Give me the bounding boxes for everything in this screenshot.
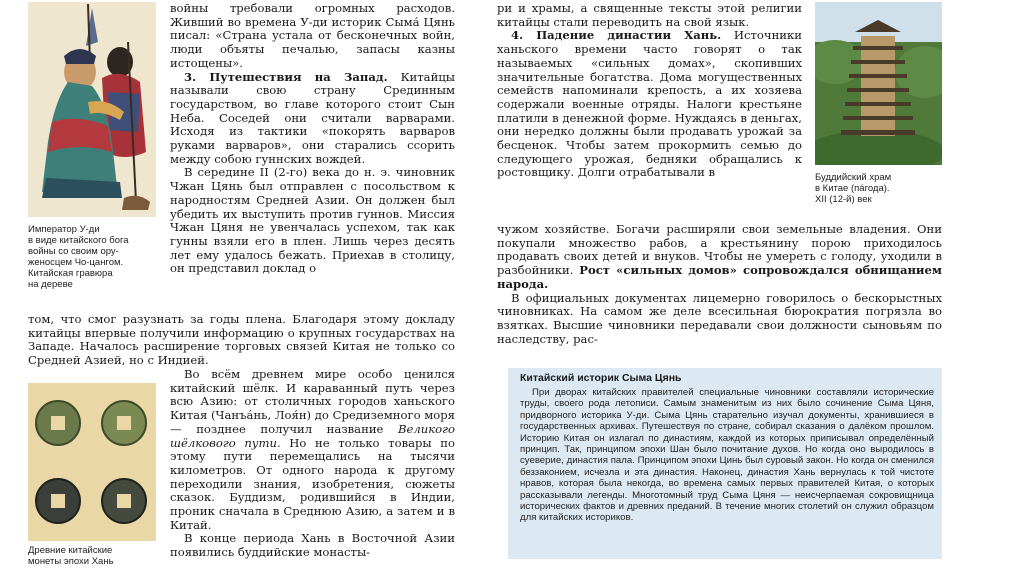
sidebar-title: Китайский историк Сыма Цянь (520, 372, 682, 384)
caption-line: женосцем Чо-цангом. (28, 257, 124, 268)
coin-icon (102, 401, 146, 445)
caption-line: Буддийский храм (815, 172, 892, 183)
coin-icon (36, 401, 80, 445)
caption-line: Древние китайские (28, 545, 113, 556)
paragraph-text: Во всём древнем мире особо ценился китайский шёлк. И караванный путь через всю Азию: от столичных городов ханьского Китая (Чанъа́нь, Лоя́н) до Средиземного моря — позднее получил название (170, 367, 455, 436)
paragraph (497, 29, 802, 180)
caption-line: Китайская гравюра (28, 268, 113, 279)
sidebar-paragraph: При дворах китайских правителей специальные чиновники составляли исторические труды, своего рода летописи. Самым знаменитым из них было сочинение Сыма Цяня, придворного историка У-ди. Сыма Цянь старательно изучал документы, хранившиеся в государственных архивах. Путешествуя по стране, собирал сказания о далёком прошлом. Историю Китая он излагал по династиям, каждой из которых приписывал определённый принцип. Так, принципом эпохи Шан было почитание духов. Но когда оно выродилось в суеверие, династия пала. Принципом эпохи Цинь был суровый закон. Но когда он сменился беззаконием, исчезла и эта династия. Наконец, династия Хань вернулась к той чистоте нравов, которая была некогда, во времена самых первых правителей Китая, о которых рассказывали легенды. Многотомный труд Сыма Цяня — неисчерпаемая сокровищница исторических фактов и древних преданий. В течение многих столетий он служил образцом для китайских историков. (520, 387, 934, 524)
sidebar-text (520, 387, 934, 524)
paragraph: В конце периода Хань в Восточной Азии появились буддийские монасты- (170, 531, 455, 560)
pagoda-figure (815, 2, 942, 165)
paragraph-text: Источники ханьского времени часто говорят о так называемых «сильных домах», скопивших значительные богатства. Дома могущественных семейств напоминали крепость, а их хозяева содержали военные отряды. Налоги крестьяне платили в денежной форме. Нуждаясь в деньгах, они нередко должны были продавать урожай за бесценок. Чтобы затем прокормить семью до следующего урожая, бедняки обращались к ростовщику. Долги отрабатывали в (497, 28, 802, 180)
historian-sidebar (508, 368, 942, 559)
left-top-text (170, 2, 455, 276)
coins-figure (28, 383, 156, 541)
silk-road-term: Великого шёлкового пути. (170, 421, 455, 450)
coin-icon (36, 479, 80, 523)
emperor-caption (28, 224, 158, 290)
coins-image (28, 383, 156, 541)
section-heading-4: 4. Падение династии Хань. (511, 28, 722, 43)
paragraph-text: Китайцы называли свою страну Срединным государством, во главе которого стоит Сын Неба. Соседей они считали варварами. Исходя из тактики «покорять варваров руками варваров», они старались ссорить между собою гуннских вождей. (170, 69, 456, 166)
caption-line: в Китае (пáгода). (815, 183, 890, 194)
coin-icon (102, 479, 146, 523)
emperor-engraving-image (28, 2, 156, 217)
key-statement: Рост «сильных домов» сопровождался обнищанием народа. (497, 263, 942, 291)
pagoda-caption (815, 172, 942, 205)
left-bottom-text (170, 368, 455, 560)
paragraph-text: Но не только товары по этому пути перемещались на тысячи километров. От одного народа к другому переходили знания, изобретения, сюжеты сказок. Буддизм, родившийся в Индии, проник сначала в Среднюю Азию, а затем и в Китай. (170, 435, 455, 532)
left-page (28, 0, 458, 574)
caption-line: войны со своим ору- (28, 246, 119, 257)
paragraph: В середине II (2-го) века до н. э. чиновник Чжан Цянь был отправлен с посольством к народностям Средней Азии. Он должен был убедить их выступить против гуннов. Миссия Чжан Цяня не увенчалась успехом, так как гунны взяли его в плен. Лишь через десять лет ему удалось бежать. Приехав в столицу, он представил доклад о (170, 165, 455, 276)
caption-line: Император У-ди (28, 224, 100, 235)
paragraph (170, 368, 455, 532)
coins-caption (28, 545, 158, 567)
left-full-text (28, 313, 455, 368)
caption-line: монеты эпохи Хань (28, 556, 114, 567)
pagoda-image (815, 2, 942, 165)
paragraph: В официальных документах лицемерно говорилось о бескорыстных чиновниках. На самом же деле всесильная бюрократия погрязла во взятках. Высшие чиновники передавали свои должности сыновьям по наследству, рас- (497, 290, 942, 346)
right-top-text (497, 2, 802, 180)
caption-line: на дереве (28, 279, 73, 290)
paragraph (170, 71, 455, 167)
section-heading-3: 3. Путешествия на Запад. (184, 69, 388, 84)
paragraph (497, 223, 942, 292)
paragraph: ри и храмы, а священные тексты этой религии китайцы стали переводить на свой язык. (497, 1, 802, 29)
paragraph: том, что смог разузнать за годы плена. Благодаря этому докладу китайцы впервые получили информацию о крупных государствах на Западе. Началось расширение торговых связей Китая не только со Средней Азией, но с Индией. (28, 312, 455, 368)
emperor-engraving-figure (28, 2, 156, 217)
caption-line: XII (12-й) век (815, 194, 872, 205)
paragraph: войны требовали огромных расходов. Живший во времена У-ди историк Сыма́ Цянь писал: «Страна устала от бесконечных войн, люди объяты печалью, запасы казны истощены». (170, 1, 455, 70)
caption-line: в виде китайского бога (28, 235, 129, 246)
paragraph-text: чужом хозяйстве. Богачи расширяли свои земельные владения. Они покупали множество рабов, а крестьянину порою приходилось продавать своих детей и внуков. Чтобы не умереть с голоду, уходили в разбойники. (497, 222, 942, 278)
right-full-text (497, 223, 942, 346)
